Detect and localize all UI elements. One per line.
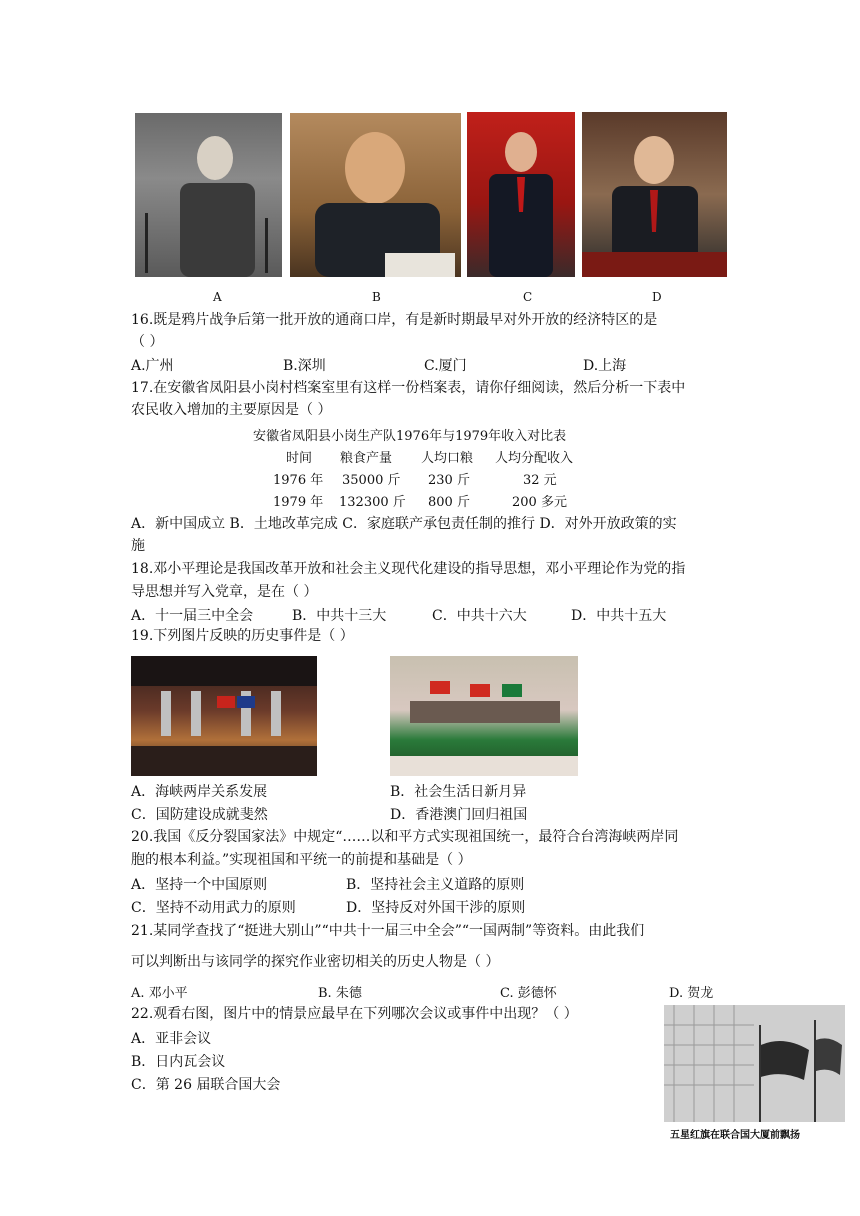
q17-header-time: 时间 (286, 451, 313, 466)
q17-stem-line1: 17.在安徽省凤阳县小岗村档案室里有这样一份档案表，请你仔细阅读，然后分析一下表中 (131, 380, 686, 396)
q17-header-ration: 人均口粮 (421, 451, 474, 466)
q18-option-d: D．中共十五大 (571, 608, 667, 624)
q17-row2-income: 200 多元 (512, 495, 567, 510)
caption-b: B (372, 290, 381, 304)
q20-option-c: C．坚持不动用武力的原则 (131, 900, 296, 916)
q16-option-d: D.上海 (583, 358, 627, 374)
un-flag-photo-caption: 五星红旗在联合国大厦前飘扬 (670, 1130, 800, 1141)
q17-row1-time: 1976 年 (273, 473, 324, 488)
q18-stem-line2: 导思想并写入党章，是在（ ） (131, 584, 318, 600)
macau-ceremony-scene (390, 656, 578, 776)
handover-photo-macau (390, 656, 578, 776)
caption-d: D (652, 290, 662, 304)
q21-option-a: A. 邓小平 (131, 986, 188, 1001)
caption-a: A (213, 290, 222, 304)
q22-option-b: B．日内瓦会议 (131, 1054, 226, 1070)
q21-option-d: D. 贺龙 (669, 986, 714, 1001)
q17-options: A．新中国成立 B．土地改革完成 C．家庭联产承包责任制的推行 D．对外开放政策的实 (131, 516, 677, 532)
hongkong-ceremony-scene (131, 656, 317, 776)
q19-option-c: C．国防建设成就斐然 (131, 807, 268, 823)
un-flag-photo (664, 1005, 845, 1122)
q17-row2-time: 1979 年 (273, 495, 324, 510)
q20-option-d: D．坚持反对外国干涉的原则 (346, 900, 526, 916)
q16-stem-line2: （ ） (131, 334, 164, 350)
portrait-c-figure (467, 112, 575, 277)
q18-option-a: A．十一届三中全会 (131, 608, 254, 624)
q16-option-a: A.广州 (131, 358, 174, 374)
q18-option-b: B．中共十三大 (292, 608, 387, 624)
q19-stem: 19.下列图片反映的历史事件是（ ） (131, 628, 354, 644)
q19-option-a: A．海峡两岸关系发展 (131, 784, 268, 800)
caption-c: C (523, 290, 533, 304)
q22-stem: 22.观看右图，图片中的情景应最早在下列哪次会议或事件中出现？（ ） (131, 1006, 578, 1022)
q17-row1-grain: 35000 斤 (342, 473, 401, 488)
q16-option-c: C.厦门 (424, 358, 467, 374)
portrait-photo-d (582, 112, 727, 277)
q21-option-c: C. 彭德怀 (500, 986, 557, 1001)
portrait-photo-c (467, 112, 575, 277)
q20-option-b: B．坚持社会主义道路的原则 (346, 877, 525, 893)
q17-row2-grain: 132300 斤 (339, 495, 406, 510)
q20-stem-line1: 20.我国《反分裂国家法》中规定“……以和平方式实现祖国统一，最符合台湾海峡两岸同 (131, 829, 679, 845)
q20-option-a: A．坚持一个中国原则 (131, 877, 268, 893)
q22-option-c: C．第 26 届联合国大会 (131, 1077, 281, 1093)
q22-option-a: A．亚非会议 (131, 1031, 212, 1047)
q17-row2-ration: 800 斤 (428, 495, 470, 510)
portrait-a-figure (135, 113, 282, 277)
portrait-photo-b (290, 113, 461, 277)
un-flags-scene (664, 1005, 845, 1122)
portrait-photo-a (135, 113, 282, 277)
q20-stem-line2: 胞的根本利益。”实现祖国和平统一的前提和基础是（ ） (131, 852, 472, 868)
q17-header-income: 人均分配收入 (495, 451, 574, 466)
portrait-d-figure (582, 112, 727, 277)
q19-option-d: D．香港澳门回归祖国 (390, 807, 528, 823)
q21-option-b: B. 朱德 (318, 986, 362, 1001)
q18-option-c: C．中共十六大 (432, 608, 527, 624)
handover-photo-hongkong (131, 656, 317, 776)
q16-option-b: B.深圳 (283, 358, 326, 374)
q17-row1-ration: 230 斤 (428, 473, 470, 488)
q17-header-grain: 粮食产量 (340, 451, 393, 466)
q17-table-title: 安徽省凤阳县小岗生产队1976年与1979年收入对比表 (253, 429, 567, 444)
q21-stem-line1: 21.某同学查找了“挺进大别山”“中共十一届三中全会”“一国两制”等资料。由此我们 (131, 923, 645, 939)
q21-stem-line2: 可以判断出与该同学的探究作业密切相关的历史人物是（ ） (131, 954, 500, 970)
q17-options-wrap: 施 (131, 538, 145, 554)
q16-stem-line1: 16.既是鸦片战争后第一批开放的通商口岸，有是新时期最早对外开放的经济特区的是 (131, 312, 658, 328)
portrait-b-figure (290, 113, 461, 277)
q18-stem-line1: 18.邓小平理论是我国改革开放和社会主义现代化建设的指导思想，邓小平理论作为党的指 (131, 561, 686, 577)
q19-option-b: B．社会生活日新月异 (390, 784, 527, 800)
q17-row1-income: 32 元 (523, 473, 557, 488)
q17-stem-line2: 农民收入增加的主要原因是（ ） (131, 402, 332, 418)
